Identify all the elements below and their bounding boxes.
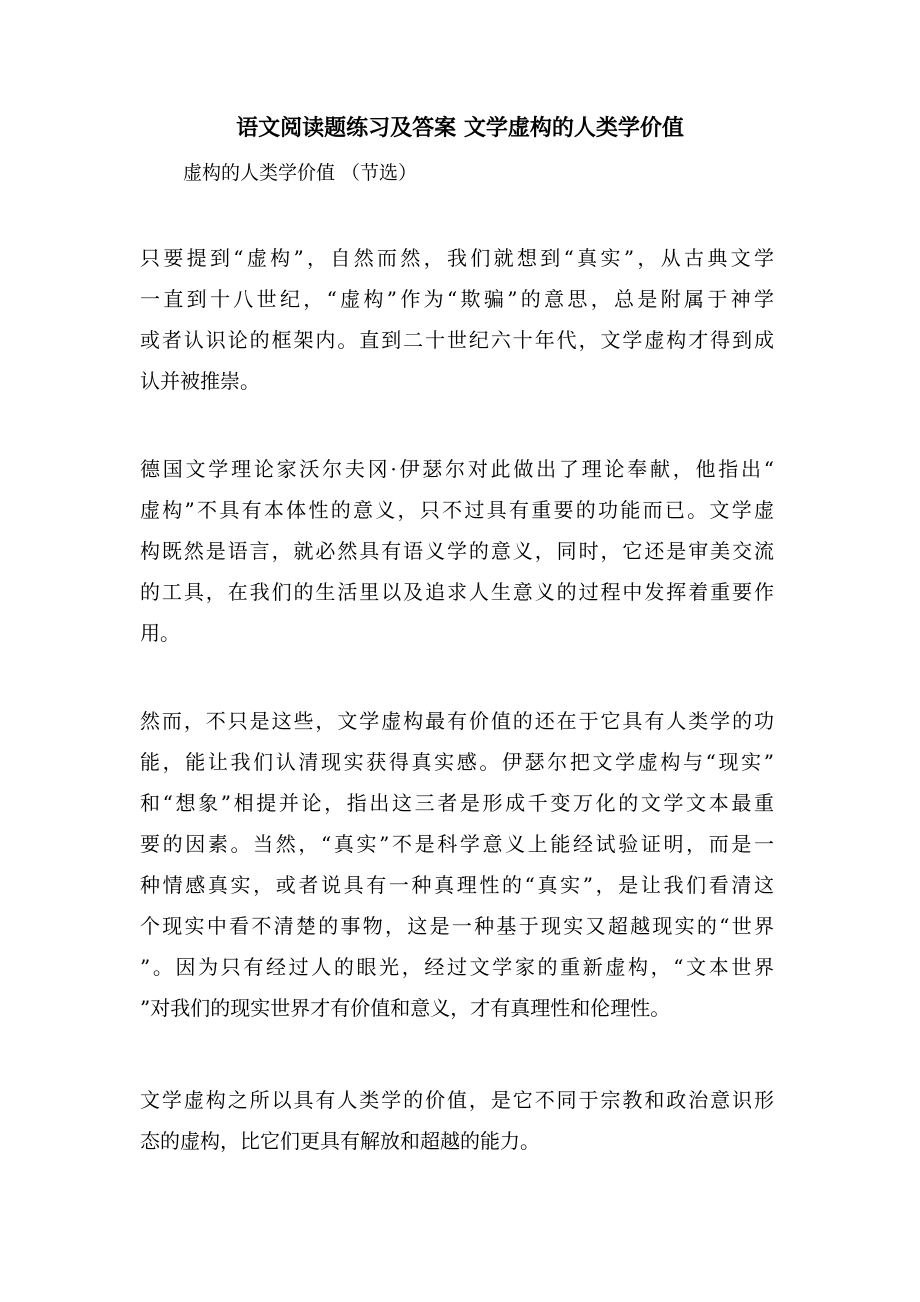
paragraph-line: 种情感真实，或者说具有一种真理性的“真实”，是让我们看清这 xyxy=(140,873,774,897)
paragraph-line: 或者认识论的框架内。直到二十世纪六十年代，文学虚构才得到成 xyxy=(140,328,774,352)
paragraph-1 xyxy=(140,238,774,402)
paragraph-4 xyxy=(140,1080,774,1162)
paragraph-line: ”。因为只有经过人的眼光，经过文学家的重新虚构，“文本世界 xyxy=(140,955,774,979)
paragraph-line: 要的因素。当然，“真实”不是科学意义上能经试验证明，而是一 xyxy=(140,832,774,856)
paragraph-line: ”对我们的现实世界才有价值和意义，才有真理性和伦理性。 xyxy=(140,996,671,1020)
document-title: 语文阅读题练习及答案 文学虚构的人类学价值 xyxy=(236,115,684,141)
paragraph-line: 只要提到“虚构”，自然而然，我们就想到“真实”，从古典文学 xyxy=(140,246,774,270)
paragraph-line: 用。 xyxy=(140,621,180,645)
paragraph-line: 和“想象”相提并论，指出这三者是形成千变万化的文学文本最重 xyxy=(140,791,774,815)
paragraph-line: 态的虚构，比它们更具有解放和超越的能力。 xyxy=(140,1129,540,1153)
paragraph-line: 一直到十八世纪，“虚构”作为“欺骗”的意思，总是附属于神学 xyxy=(140,287,774,311)
paragraph-line: 认并被推崇。 xyxy=(140,369,260,393)
paragraph-line: 个现实中看不清楚的事物，这是一种基于现实又超越现实的“世界 xyxy=(140,914,774,938)
paragraph-line: 文学虚构之所以具有人类学的价值，是它不同于宗教和政治意识形 xyxy=(140,1088,774,1112)
document-subtitle: 虚构的人类学价值 （节选） xyxy=(183,162,418,184)
paragraph-line: 构既然是语言，就必然具有语义学的意义，同时，它还是审美交流 xyxy=(140,539,774,563)
paragraph-line: 德国文学理论家沃尔夫冈·伊瑟尔对此做出了理论奉献，他指出“ xyxy=(140,457,774,481)
paragraph-2 xyxy=(140,449,774,654)
paragraph-line: 能，能让我们认清现实获得真实感。伊瑟尔把文学虚构与“现实” xyxy=(140,750,774,774)
paragraph-line: 虚构”不具有本体性的意义，只不过具有重要的功能而已。文学虚 xyxy=(140,498,774,522)
paragraph-line: 的工具，在我们的生活里以及追求人生意义的过程中发挥着重要作 xyxy=(140,580,774,604)
paragraph-3 xyxy=(140,701,774,1029)
paragraph-line: 然而，不只是这些，文学虚构最有价值的还在于它具有人类学的功 xyxy=(140,709,774,733)
